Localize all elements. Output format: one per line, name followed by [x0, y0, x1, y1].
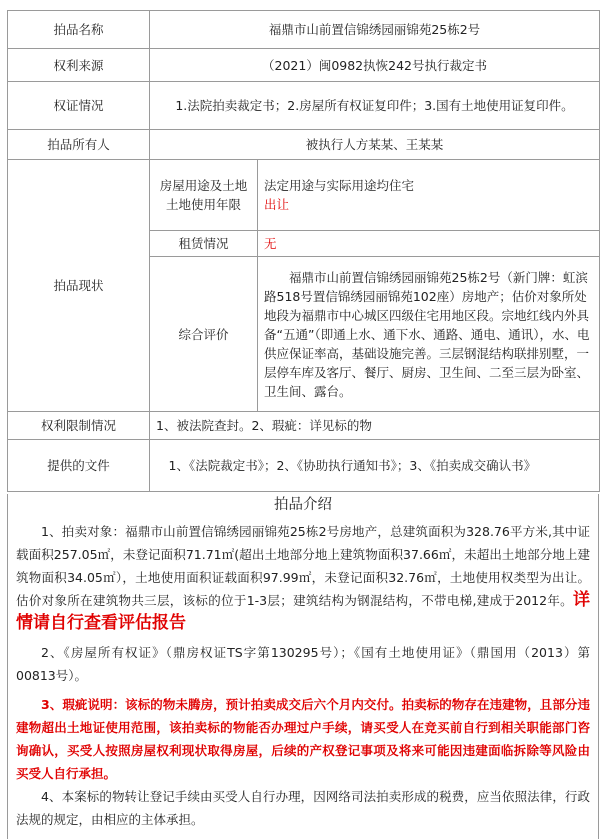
- source-label: 权利来源: [8, 49, 150, 82]
- name-value: 福鼎市山前置信锦绣园丽锦苑25栋2号: [150, 11, 600, 49]
- lease-label: 租赁情况: [150, 231, 258, 257]
- name-label: 拍品名称: [8, 11, 150, 49]
- intro-paragraph-1: [8, 520, 598, 635]
- eval-label: 综合评价: [150, 257, 258, 412]
- owner-label: 拍品所有人: [8, 130, 150, 160]
- intro-p1-text: 1、拍卖对象：福鼎市山前置信锦绣园丽锦苑25栋2号房地产，总建筑面积为328.76平方米,其中证载面积257.05㎡，未登记面积71.71㎡(超出土地部分地上建筑物面积37.66㎡，未超出土地部分地上建筑物面积34.05㎡），土地使用面积证载面积97.99㎡，未登记面积32.76㎡，土地使用权类型为出让。估价对象所在建筑物共三层，该标的位于1-3层；建筑结构为钢混结构，不带电梯,建成于2012年。: [16, 524, 590, 608]
- usage-value: 法定用途与实际用途均住宅: [264, 178, 415, 193]
- row-cert: [8, 82, 600, 130]
- row-owner: [8, 130, 600, 160]
- cert-value: 1.法院拍卖裁定书；2.房屋所有权证复印件；3.国有土地使用证复印件。: [150, 82, 600, 130]
- docs-value: 1、《法院裁定书》；2、《协助执行通知书》；3、《拍卖成交确认书》: [150, 440, 600, 492]
- intro-title: 拍品介绍: [274, 497, 332, 513]
- intro-paragraph-3: 3、瑕疵说明：该标的物未腾房，预计拍卖成交后六个月内交付。拍卖标的物存在违建物，且部分违建物超出土地证使用范围，该拍卖标的物能否办理过户手续，请买受人在竞买前自行到相关职能部门咨询确认，买受人按照房屋权利现状取得房屋，后续的产权登记事项及将来可能因违建面临拆除等风险由买受人自行承担。: [16, 697, 590, 781]
- row-usage: [8, 160, 600, 231]
- source-value: （2021）闽0982执恢242号执行裁定书: [150, 49, 600, 82]
- usage-label: 房屋用途及土地土地使用年限: [150, 160, 258, 231]
- status-label: 拍品现状: [8, 160, 150, 412]
- row-docs: [8, 440, 600, 492]
- docs-label: 提供的文件: [8, 440, 150, 492]
- row-name: [8, 11, 600, 49]
- lease-value: 无: [258, 231, 600, 257]
- intro-paragraph-4: 4、本案标的物转让登记手续由买受人自行办理，因网络司法拍卖形成的税费，应当依照法律，行政法规的规定，由相应的主体承担。: [16, 789, 590, 827]
- row-limit: [8, 412, 600, 440]
- usage-value-cell: [258, 160, 600, 231]
- eval-value: 福鼎市山前置信锦绣园丽锦苑25栋2号（新门牌：虹滨路518号置信锦绣园丽锦苑102座）房地产；估价对象所处地段为福鼎市中心城区四级住宅用地区段。宗地红线内外具备“五通”（即通上水、通下水、通路、通电、通讯），水、电供应保证率高，基础设施完善。三层钢混结构联排别墅，一层停车库及客厅、餐厅、厨房、卫生间、二至三层为卧室、卫生间、露台。: [258, 257, 600, 412]
- row-source: [8, 49, 600, 82]
- owner-value: 被执行人方某某、王某某: [150, 130, 600, 160]
- cert-label: 权证情况: [8, 82, 150, 130]
- auction-intro-section: [7, 494, 599, 839]
- intro-paragraph-2: 2、《房屋所有权证》（鼎房权证TS字第130295号）；《国有土地使用证》（鼎国用（2013）第00813号）。: [16, 645, 590, 683]
- usage-value-2: 出让: [264, 197, 290, 212]
- intro-p1-emphasis: 详情请自行查看评估报告: [16, 590, 590, 633]
- auction-info-table: [7, 10, 600, 492]
- limit-value: 1、被法院查封。2、瑕疵：详见标的物: [150, 412, 600, 440]
- limit-label: 权利限制情况: [8, 412, 150, 440]
